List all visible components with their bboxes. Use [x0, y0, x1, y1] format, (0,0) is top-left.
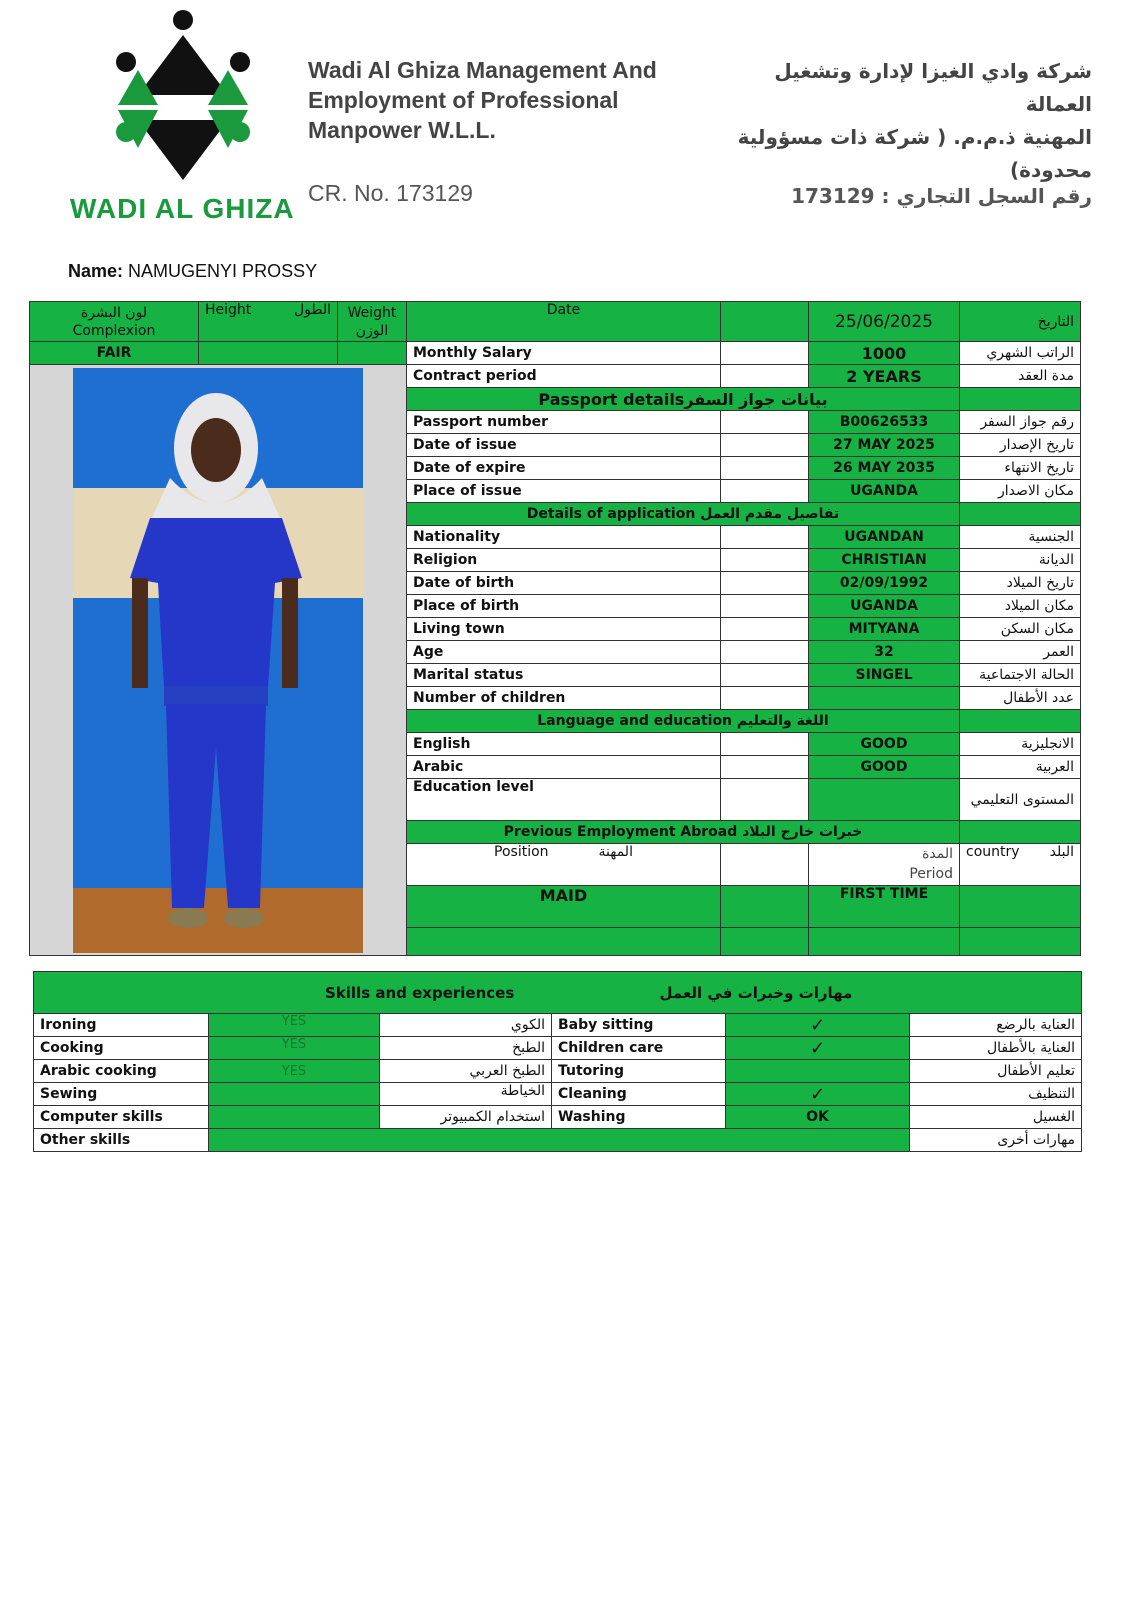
position-value: MAID	[407, 886, 721, 928]
skills-header: Skills and experiences مهارات وخبرات في العمل	[34, 972, 1082, 1014]
skill-washing-value: OK	[726, 1106, 910, 1129]
nationality-label-ar: الجنسية	[960, 526, 1081, 549]
logo-wordmark: WADI AL GHIZA	[70, 193, 295, 224]
marital-value: SINGEL	[809, 664, 960, 687]
skill-cleaning-label: Cleaning	[552, 1083, 726, 1106]
passport-number-label-ar: رقم جواز السفر	[960, 411, 1081, 434]
skill-ironing-label-ar: الكوي	[380, 1014, 552, 1037]
dob-label: Date of birth	[407, 572, 721, 595]
applicant-name: Name: NAMUGENYI PROSSY	[68, 261, 318, 281]
dob-value: 02/09/1992	[809, 572, 960, 595]
passport-number-label: Passport number	[407, 411, 721, 434]
expiry-date-label: Date of expire	[407, 457, 721, 480]
contract-label: Contract period	[407, 365, 721, 388]
skill-ironing-value: YES	[209, 1014, 380, 1037]
expiry-date-label-ar: تاريخ الانتهاء	[960, 457, 1081, 480]
skill-other-label-ar: مهارات أخرى	[910, 1129, 1082, 1152]
skill-cleaning-label-ar: التنظيف	[910, 1083, 1082, 1106]
position-header: Position المهنة	[407, 844, 721, 886]
english-label-ar: الانجليزية	[960, 733, 1081, 756]
applicant-photo	[30, 368, 407, 953]
pob-value: UGANDA	[809, 595, 960, 618]
contract-label-ar: مدة العقد	[960, 365, 1081, 388]
living-town-label-ar: مكان السكن	[960, 618, 1081, 641]
country-header: country البلد	[960, 844, 1081, 886]
company-name-ar: شركة وادي الغيزا لإدارة وتشغيل العمالة المهنية ذ.م.م. ( شركة ذات مسؤولية محدودة)	[737, 59, 1092, 182]
issue-place-value: UGANDA	[809, 480, 960, 503]
skill-other-label: Other skills	[34, 1129, 209, 1152]
height-header: Height الطول	[199, 302, 338, 342]
passport-number-value: B00626533	[809, 411, 960, 434]
skill-cooking-value: YES	[209, 1037, 380, 1060]
weight-header: Weight الوزن	[338, 302, 407, 342]
skill-washing-label-ar: الغسيل	[910, 1106, 1082, 1129]
religion-label: Religion	[407, 549, 721, 572]
skill-tutoring-value	[726, 1060, 910, 1083]
skill-computer-label: Computer skills	[34, 1106, 209, 1129]
skill-sewing-label-ar: الخياطة	[380, 1083, 552, 1106]
previous-employment-header: Previous Employment Abroad خبرات خارج البلاد	[407, 821, 960, 844]
issue-place-label: Place of issue	[407, 480, 721, 503]
skill-sewing-label: Sewing	[34, 1083, 209, 1106]
details-table	[29, 301, 1081, 956]
english-label: English	[407, 733, 721, 756]
age-label-ar: العمر	[960, 641, 1081, 664]
application-section-header: Details of application تفاصيل مقدم العمل	[407, 503, 960, 526]
living-town-label: Living town	[407, 618, 721, 641]
age-value: 32	[809, 641, 960, 664]
arabic-label: Arabic	[407, 756, 721, 779]
nationality-label: Nationality	[407, 526, 721, 549]
complexion-header: لون البشرة Complexion	[30, 302, 199, 342]
skill-baby-sitting-label-ar: العناية بالرضع	[910, 1014, 1082, 1037]
skill-cleaning-value: ✓	[726, 1083, 910, 1106]
period-value: FIRST TIME	[809, 886, 960, 928]
date-label-ar: التاريخ	[960, 302, 1081, 342]
education-label-ar: المستوى التعليمي	[960, 779, 1081, 821]
age-label: Age	[407, 641, 721, 664]
salary-label-ar: الراتب الشهري	[960, 342, 1081, 365]
children-value	[809, 687, 960, 710]
arabic-label-ar: العربية	[960, 756, 1081, 779]
children-label: Number of children	[407, 687, 721, 710]
skill-computer-value	[209, 1106, 380, 1129]
arabic-value: GOOD	[809, 756, 960, 779]
education-value	[809, 779, 960, 821]
period-header: المدة Period	[809, 844, 960, 886]
expiry-date-value: 26 MAY 2035	[809, 457, 960, 480]
english-value: GOOD	[809, 733, 960, 756]
pob-label-ar: مكان الميلاد	[960, 595, 1081, 618]
skill-cooking-label-ar: الطبخ	[380, 1037, 552, 1060]
skill-computer-label-ar: استخدام الكمبيوتر	[380, 1106, 552, 1129]
cr-number-ar: رقم السجل التجاري : 173129	[791, 184, 1092, 208]
cr-number-en: CR. No. 173129	[308, 180, 473, 206]
skill-children-care-value: ✓	[726, 1037, 910, 1060]
dob-label-ar: تاريخ الميلاد	[960, 572, 1081, 595]
skills-table	[33, 971, 1082, 1152]
company-logo	[108, 10, 258, 190]
religion-value: CHRISTIAN	[809, 549, 960, 572]
skill-baby-sitting-label: Baby sitting	[552, 1014, 726, 1037]
salary-label: Monthly Salary	[407, 342, 721, 365]
date-value: 25/06/2025	[809, 302, 960, 342]
pob-label: Place of birth	[407, 595, 721, 618]
skill-arabic-cooking-label-ar: الطبخ العربي	[380, 1060, 552, 1083]
skill-other-value	[209, 1129, 910, 1152]
passport-section-header: Passport detailsبيانات جواز السفر	[407, 388, 960, 411]
skill-children-care-label: Children care	[552, 1037, 726, 1060]
issue-date-label: Date of issue	[407, 434, 721, 457]
skill-washing-label: Washing	[552, 1106, 726, 1129]
skill-arabic-cooking-label: Arabic cooking	[34, 1060, 209, 1083]
date-label: Date	[407, 302, 721, 342]
religion-label-ar: الديانة	[960, 549, 1081, 572]
skill-tutoring-label-ar: تعليم الأطفال	[910, 1060, 1082, 1083]
children-label-ar: عدد الأطفال	[960, 687, 1081, 710]
skill-sewing-value	[209, 1083, 380, 1106]
skill-arabic-cooking-value: YES	[209, 1060, 380, 1083]
issue-place-label-ar: مكان الاصدار	[960, 480, 1081, 503]
marital-label-ar: الحالة الاجتماعية	[960, 664, 1081, 687]
issue-date-label-ar: تاريخ الإصدار	[960, 434, 1081, 457]
skill-children-care-label-ar: العناية بالأطفال	[910, 1037, 1082, 1060]
skill-baby-sitting-value: ✓	[726, 1014, 910, 1037]
language-section-header: Language and education اللغة والتعليم	[407, 710, 960, 733]
applicant-photo-cell	[30, 365, 407, 956]
contract-value: 2 YEARS	[809, 365, 960, 388]
living-town-value: MITYANA	[809, 618, 960, 641]
company-name-en: Wadi Al Ghiza Management And Employment of Professional Manpower W.L.L.	[308, 57, 657, 143]
nationality-value: UGANDAN	[809, 526, 960, 549]
marital-label: Marital status	[407, 664, 721, 687]
education-label: Education level	[407, 779, 721, 821]
salary-value: 1000	[809, 342, 960, 365]
complexion-value: FAIR	[30, 342, 199, 365]
issue-date-value: 27 MAY 2025	[809, 434, 960, 457]
skill-ironing-label: Ironing	[34, 1014, 209, 1037]
skill-tutoring-label: Tutoring	[552, 1060, 726, 1083]
skill-cooking-label: Cooking	[34, 1037, 209, 1060]
